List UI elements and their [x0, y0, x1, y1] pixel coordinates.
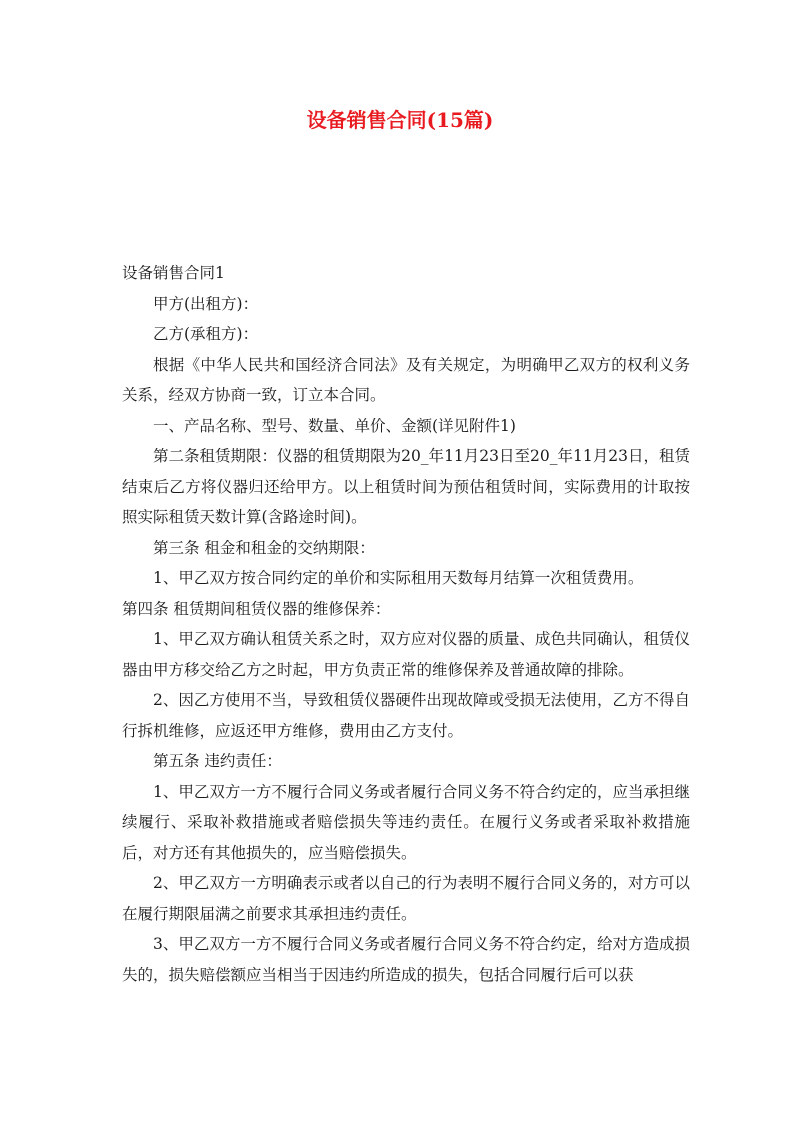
- paragraph: 乙方(承租方)：: [153, 325, 259, 343]
- paragraph: 第二条租赁期限：仪器的租赁期限为20_年11月23日至20_年11月23日，租赁结束后乙方将仪器归还给甲方。以上租赁时间为预估租赁时间，实际费用的计取按照实际租赁天数计算(含路途时间)。: [122, 447, 690, 526]
- document-body: [122, 258, 690, 990]
- paragraph: 2、甲乙双方一方明确表示或者以自己的行为表明不履行合同义务的，对方可以在履行期限届满之前要求其承担违约责任。: [122, 874, 690, 923]
- paragraph: 一、产品名称、型号、数量、单价、金额(详见附件1): [153, 416, 516, 435]
- document-title: 设备销售合同(15篇): [306, 108, 494, 132]
- paragraph: 1、甲乙双方确认租赁关系之时，双方应对仪器的质量、成色共同确认，租赁仪器由甲方移交给乙方之时起，甲方负责正常的维修保养及普通故障的排除。: [122, 630, 690, 679]
- paragraph: 根据《中华人民共和国经济合同法》及有关规定，为明确甲乙双方的权利义务关系，经双方协商一致，订立本合同。: [122, 355, 690, 404]
- paragraph: 2、因乙方使用不当，导致租赁仪器硬件出现故障或受损无法使用，乙方不得自行拆机维修，应返还甲方维修，费用由乙方支付。: [122, 691, 690, 740]
- paragraph: 设备销售合同1: [122, 264, 225, 282]
- paragraph: 第五条 违约责任：: [153, 752, 282, 770]
- paragraph: 甲方(出租方)：: [153, 294, 259, 313]
- paragraph: 3、甲乙双方一方不履行合同义务或者履行合同义务不符合约定，给对方造成损失的，损失赔偿额应当相当于因违约所造成的损失，包括合同履行后可以获: [122, 935, 690, 984]
- paragraph: 第四条 租赁期间租赁仪器的维修保养：: [122, 599, 391, 618]
- paragraph: 1、甲乙双方一方不履行合同义务或者履行合同义务不符合约定的，应当承担继续履行、采取补救措施或者赔偿损失等违约责任。在履行义务或者采取补救措施后，对方还有其他损失的，应当赔偿损失。: [122, 782, 690, 862]
- paragraph: 1、甲乙双方按合同约定的单价和实际租用天数每月结算一次租赁费用。: [153, 569, 644, 587]
- paragraph: 第三条 租金和租金的交纳期限：: [153, 538, 375, 557]
